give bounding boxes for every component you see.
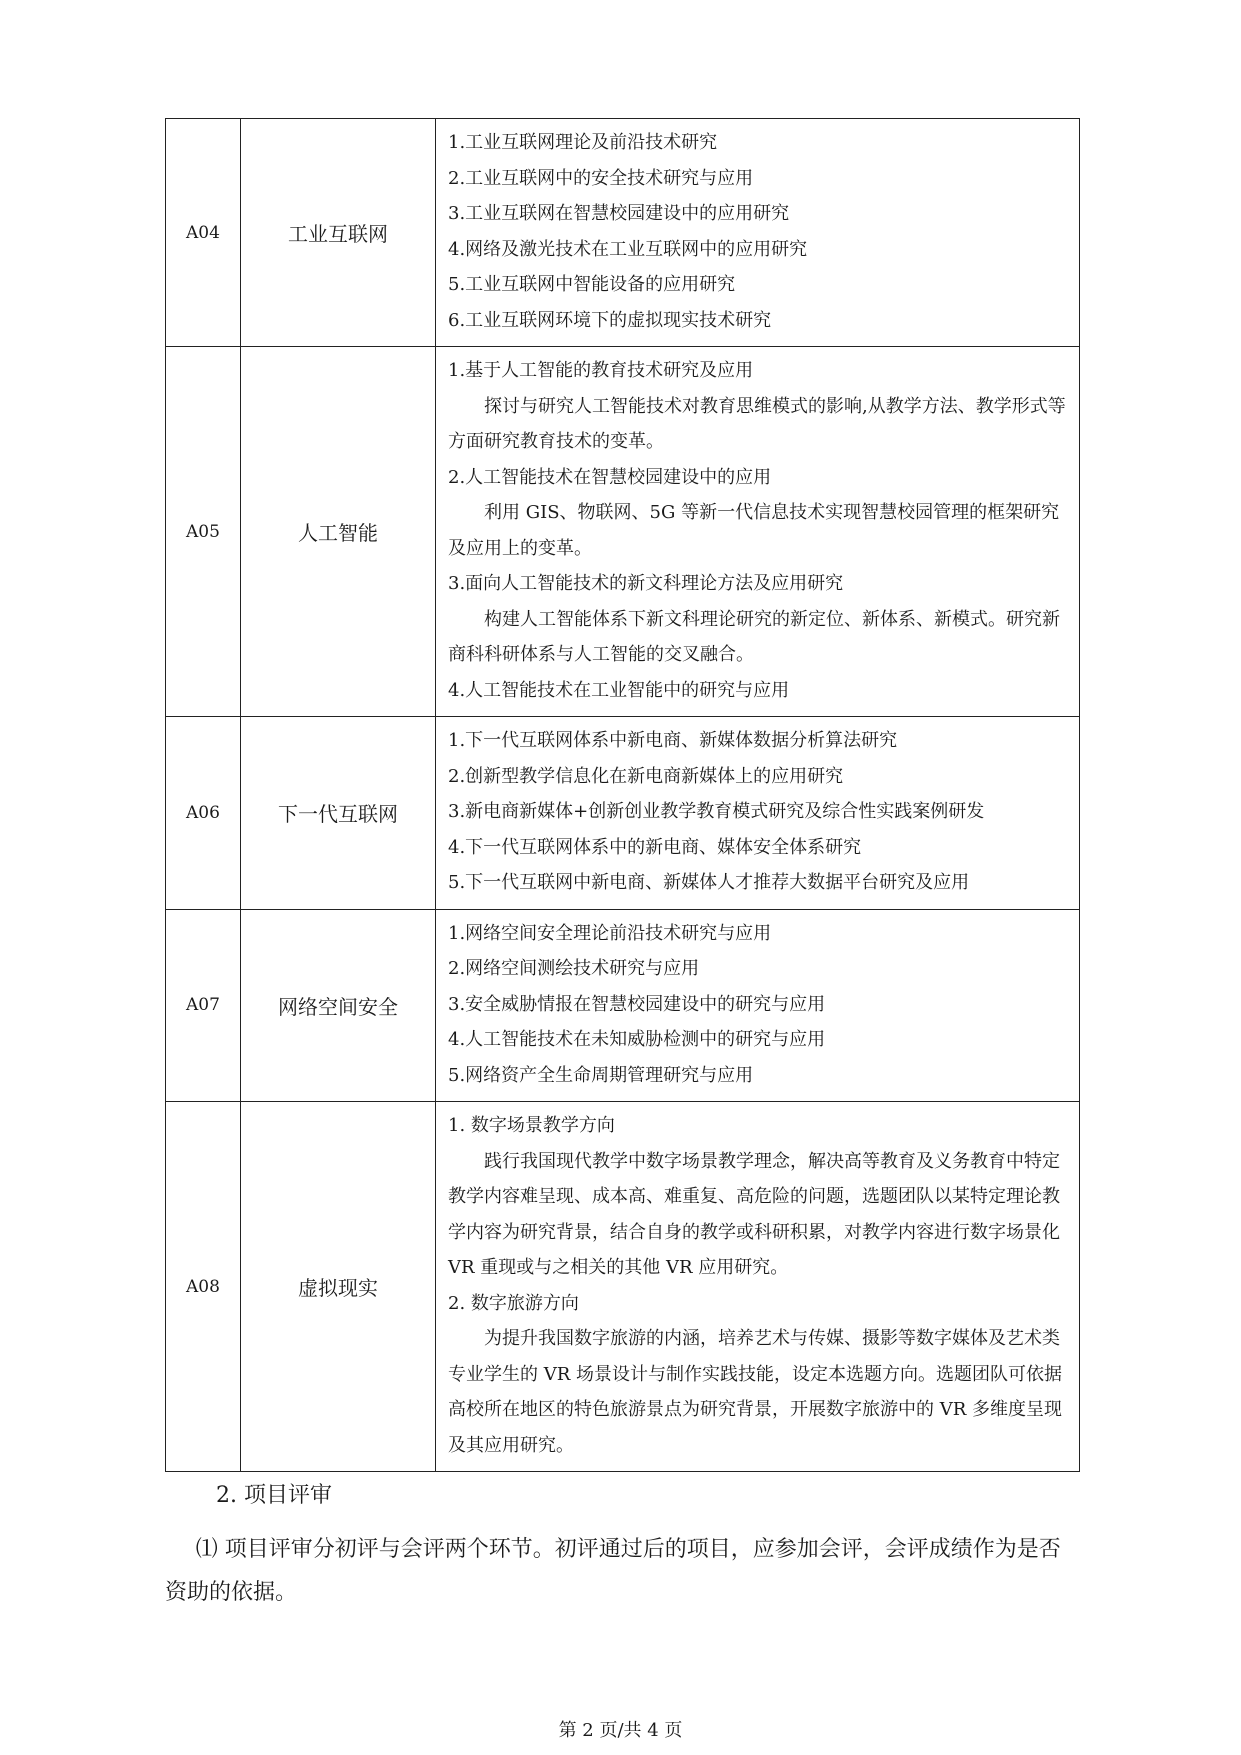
topic-description xyxy=(436,1102,1080,1472)
topic-description xyxy=(436,347,1080,717)
topic-item: 5.下一代互联网中新电商、新媒体人才推荐大数据平台研究及应用 xyxy=(448,872,970,893)
topic-item: 1.基于人工智能的教育技术研究及应用 xyxy=(448,360,754,381)
topic-name: 人工智能 xyxy=(241,347,436,717)
topic-code: A07 xyxy=(166,909,241,1102)
topic-code: A06 xyxy=(166,717,241,910)
topic-name: 工业互联网 xyxy=(241,119,436,347)
table-row xyxy=(166,347,1080,717)
table-row xyxy=(166,717,1080,910)
topic-item: 2. 数字旅游方向 xyxy=(448,1292,579,1314)
topic-item: 1.工业互联网理论及前沿技术研究 xyxy=(448,132,718,153)
topic-item: 4.人工智能技术在未知威胁检测中的研究与应用 xyxy=(448,1029,826,1050)
table-row xyxy=(166,1102,1080,1472)
table-row xyxy=(166,909,1080,1102)
topic-item: 3.面向人工智能技术的新文科理论方法及应用研究 xyxy=(448,573,844,594)
topic-detail-paragraph: 构建人工智能体系下新文科理论研究的新定位、新体系、新模式。研究新商科科研体系与人工智能的交叉融合。 xyxy=(448,608,1060,665)
topic-item: 1.下一代互联网体系中新电商、新媒体数据分析算法研究 xyxy=(448,730,898,751)
topic-detail-paragraph: 为提升我国数字旅游的内涵，培养艺术与传媒、摄影等数字媒体及艺术类专业学生的 VR 场景设计与制作实践技能，设定本选题方向。选题团队可依据高校所在地区的特色旅游景点为研究背景，开展数字旅游中的 VR 多维度呈现及其应用研究。 xyxy=(448,1328,1062,1456)
topic-name: 网络空间安全 xyxy=(241,909,436,1102)
topic-item: 5.网络资产全生命周期管理研究与应用 xyxy=(448,1064,754,1086)
topic-item: 3.安全威胁情报在智慧校园建设中的研究与应用 xyxy=(448,993,826,1015)
topic-item: 2.创新型教学信息化在新电商新媒体上的应用研究 xyxy=(448,765,844,787)
section-heading: 2. 项目评审 xyxy=(216,1483,332,1508)
topic-name: 下一代互联网 xyxy=(241,717,436,910)
topic-item: 3.新电商新媒体+创新创业教学教育模式研究及综合性实践案例研发 xyxy=(448,801,985,822)
topic-code: A05 xyxy=(166,347,241,717)
topic-item: 1.网络空间安全理论前沿技术研究与应用 xyxy=(448,922,772,944)
topic-description xyxy=(436,119,1080,347)
topic-item: 2.工业互联网中的安全技术研究与应用 xyxy=(448,167,754,189)
page-footer: 第 2 页/共 4 页 xyxy=(558,1720,683,1741)
topic-item: 2.网络空间测绘技术研究与应用 xyxy=(448,958,700,979)
research-topics-table xyxy=(165,118,1080,1472)
topic-name: 虚拟现实 xyxy=(241,1102,436,1472)
topic-item: 6.工业互联网环境下的虚拟现实技术研究 xyxy=(448,309,772,331)
topics-table-body xyxy=(166,119,1080,1472)
topic-item: 1. 数字场景教学方向 xyxy=(448,1115,615,1136)
topic-detail-paragraph: 利用 GIS、物联网、5G 等新一代信息技术实现智慧校园管理的框架研究及应用上的变革。 xyxy=(448,502,1060,559)
topic-item: 4.人工智能技术在工业智能中的研究与应用 xyxy=(448,679,790,701)
topic-detail-paragraph: 探讨与研究人工智能技术对教育思维模式的影响,从教学方法、教学形式等方面研究教育技术的变革。 xyxy=(448,395,1066,452)
topic-item: 3.工业互联网在智慧校园建设中的应用研究 xyxy=(448,203,790,224)
topic-description xyxy=(436,909,1080,1102)
topic-item: 5.工业互联网中智能设备的应用研究 xyxy=(448,274,736,295)
topic-detail-paragraph: 践行我国现代教学中数字场景教学理念，解决高等教育及义务教育中特定教学内容难呈现、成本高、难重复、高危险的问题，选题团队以某特定理论教学内容为研究背景，结合自身的教学或科研积累，对教学内容进行数字场景化 VR 重现或与之相关的其他 VR 应用研究。 xyxy=(448,1150,1060,1278)
topic-code: A04 xyxy=(166,119,241,347)
topic-item: 4.下一代互联网体系中的新电商、媒体安全体系研究 xyxy=(448,836,862,858)
table-row xyxy=(166,119,1080,347)
topic-code: A08 xyxy=(166,1102,241,1472)
section-paragraph: ⑴ 项目评审分初评与会评两个环节。初评通过后的项目，应参加会评，会评成绩作为是否资助的依据。 xyxy=(165,1537,1061,1605)
topic-item: 4.网络及激光技术在工业互联网中的应用研究 xyxy=(448,238,808,260)
topic-description xyxy=(436,717,1080,910)
topic-item: 2.人工智能技术在智慧校园建设中的应用 xyxy=(448,466,772,488)
